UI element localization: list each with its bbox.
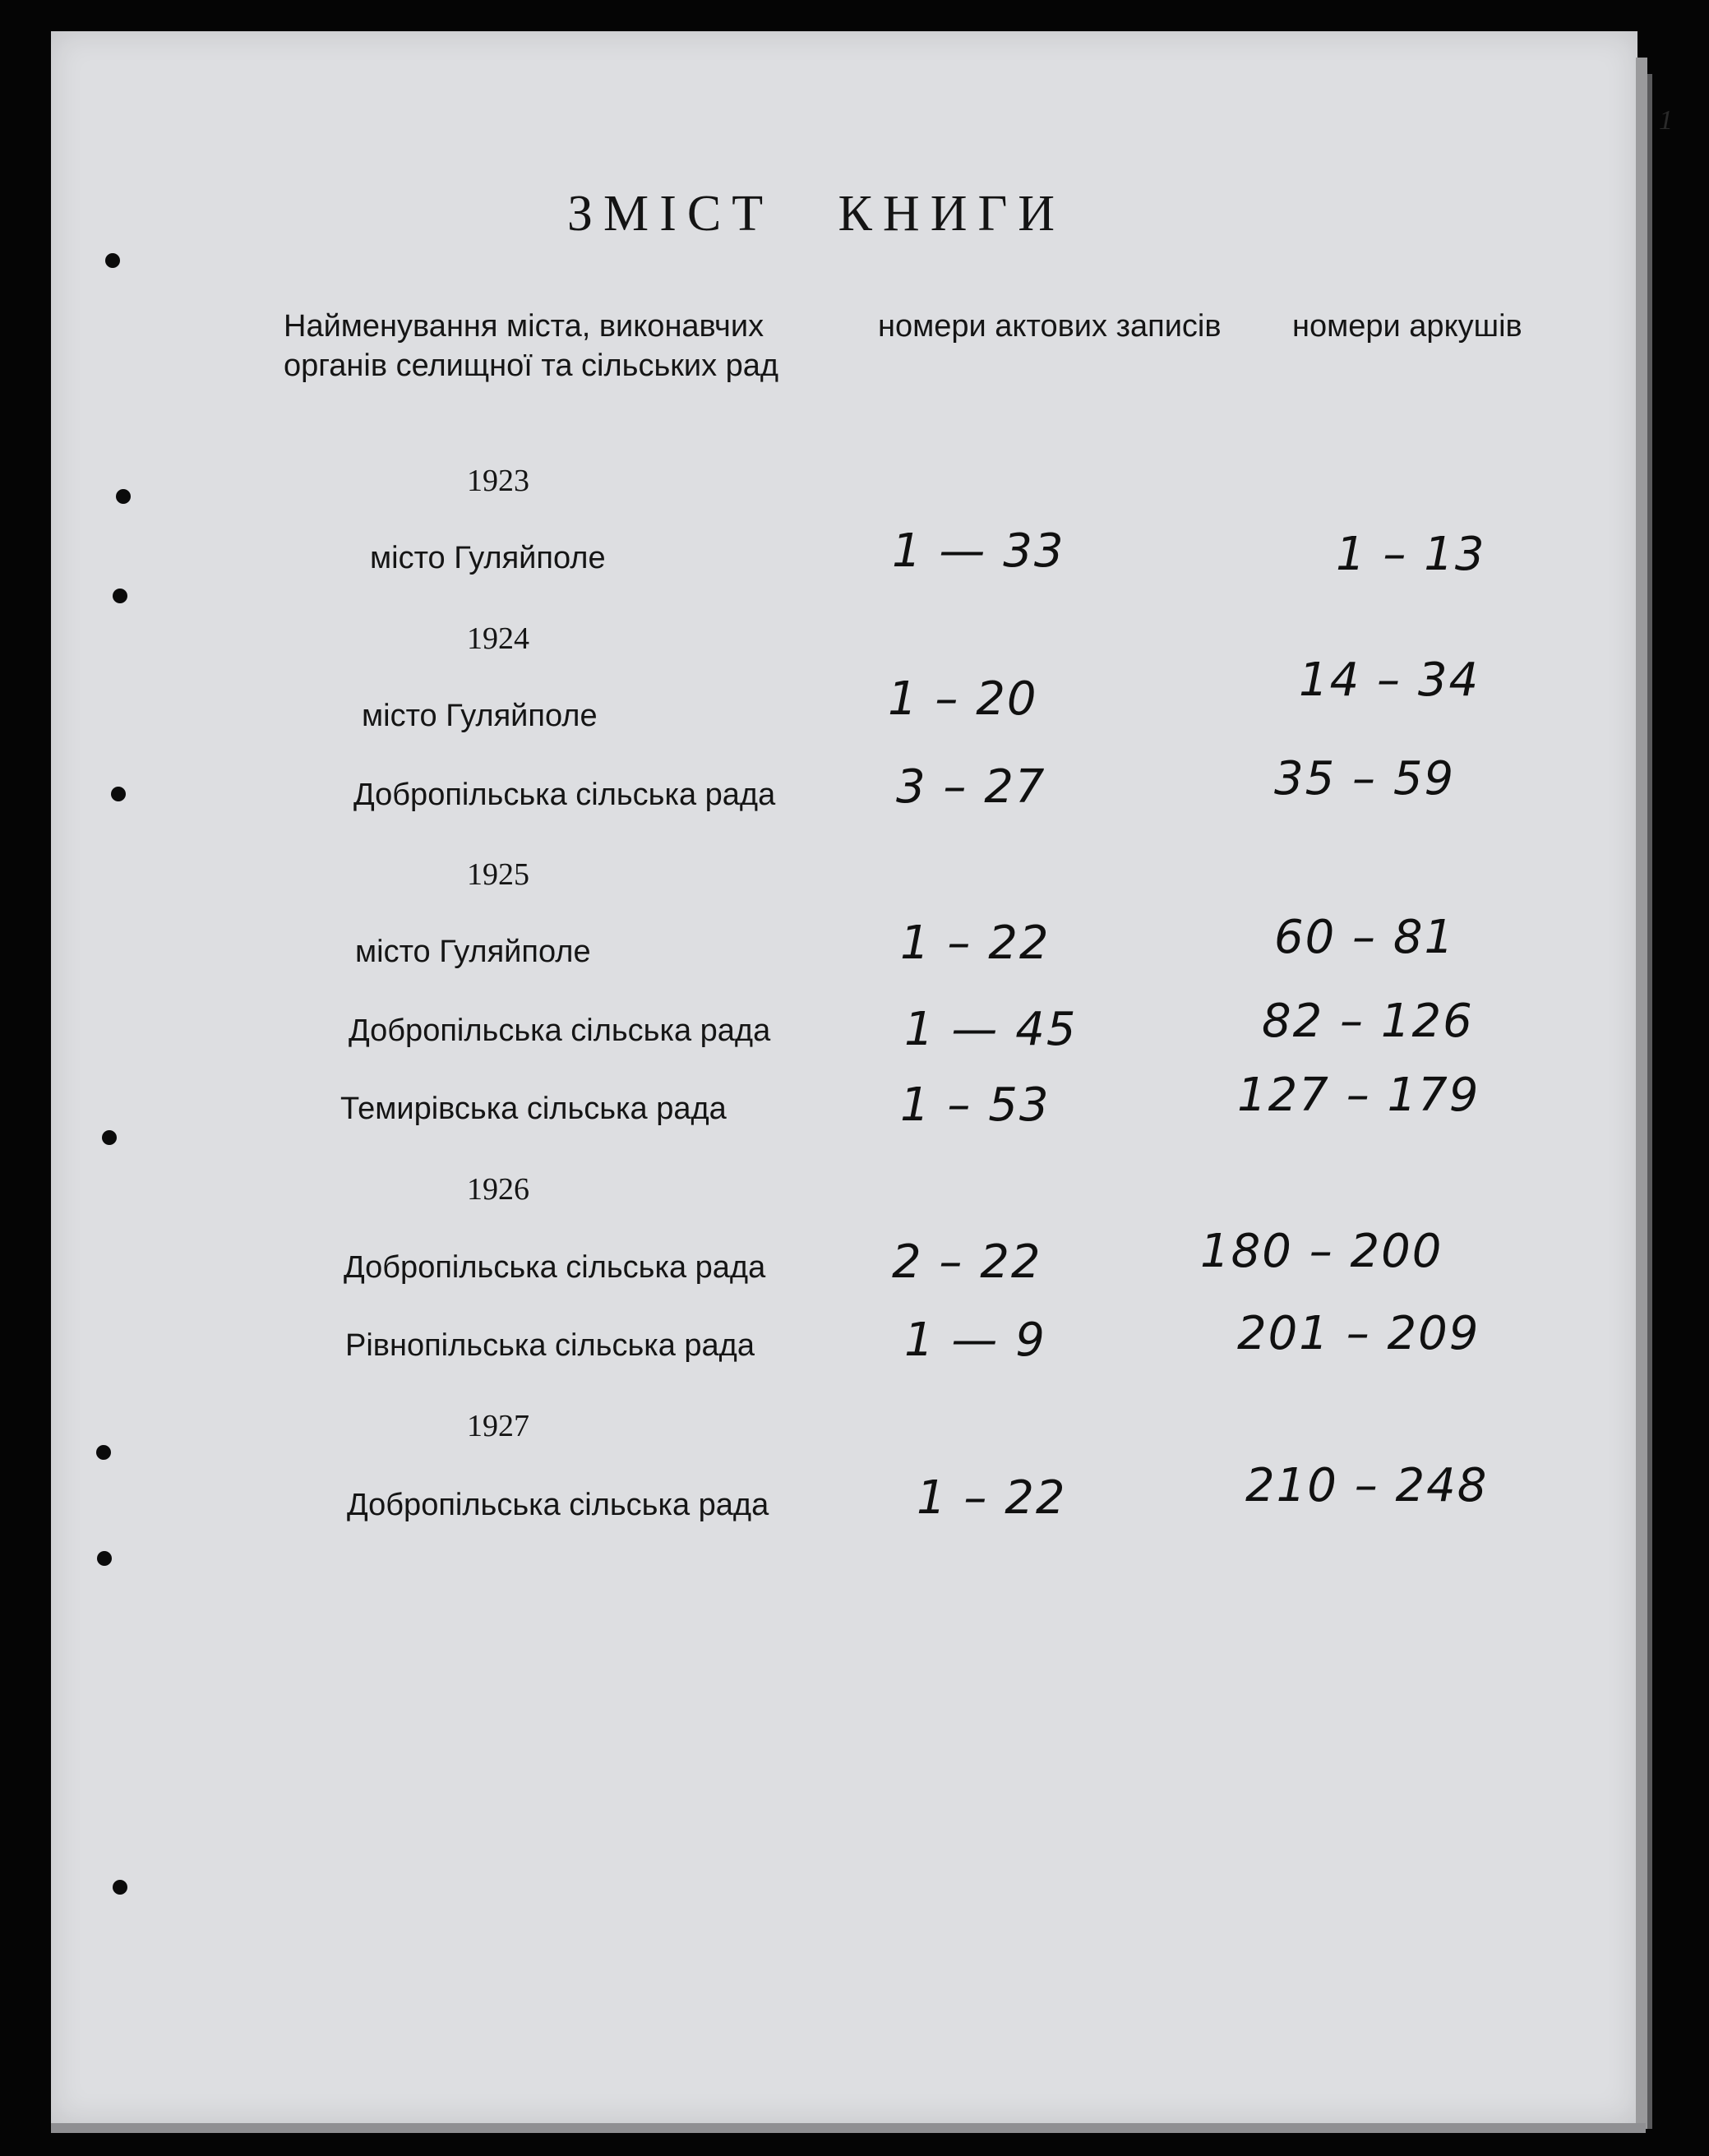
sheet-numbers: 60 – 81	[1274, 911, 1456, 964]
place-name: Темирівська сільська рада	[340, 1092, 727, 1126]
place-name: Добропільська сільська рада	[344, 1250, 766, 1285]
record-numbers: 1 — 33	[892, 524, 1065, 578]
sheet-numbers: 127 – 179	[1237, 1069, 1480, 1122]
column-header-name: Найменування міста, виконавчих органів селищної та сільських рад	[284, 309, 779, 383]
sheet-numbers: 82 – 126	[1262, 995, 1474, 1048]
binding-hole	[111, 787, 126, 801]
page-number-mark: 1	[1659, 105, 1673, 136]
year-heading: 1926	[467, 1172, 529, 1207]
record-numbers: 1 – 20	[888, 672, 1038, 726]
year-heading: 1925	[467, 857, 529, 892]
place-name: Добропільська сільська рада	[347, 1488, 769, 1522]
place-name: місто Гуляйполе	[362, 699, 598, 733]
binding-hole	[102, 1130, 117, 1145]
record-numbers: 1 – 22	[900, 916, 1051, 970]
record-numbers: 1 – 22	[917, 1471, 1067, 1525]
binding-hole	[113, 589, 127, 603]
year-heading: 1923	[467, 464, 529, 498]
sheet-numbers: 210 – 248	[1245, 1459, 1489, 1512]
record-numbers: 1 – 53	[900, 1078, 1051, 1132]
place-name: Добропільська сільська рада	[353, 778, 776, 812]
column-header-sheets: номери аркушів	[1292, 309, 1522, 344]
binding-hole	[105, 253, 120, 268]
sheet-numbers: 35 – 59	[1274, 752, 1456, 806]
place-name: місто Гуляйполе	[370, 541, 606, 575]
binding-hole	[116, 489, 131, 504]
record-numbers: 3 – 27	[896, 760, 1046, 814]
sheet-numbers: 1 – 13	[1336, 528, 1486, 581]
place-name: Добропільська сільська рада	[349, 1013, 771, 1048]
year-heading: 1927	[467, 1409, 529, 1443]
bottom-page-strip	[51, 2123, 1646, 2133]
record-numbers: 1 — 9	[904, 1313, 1046, 1367]
page-edge	[1636, 58, 1647, 2129]
place-name: Рівнопільська сільська рада	[345, 1328, 755, 1363]
binding-hole	[113, 1880, 127, 1895]
binding-hole	[96, 1445, 111, 1460]
record-numbers: 1 — 45	[904, 1003, 1078, 1056]
sheet-numbers: 201 – 209	[1237, 1307, 1480, 1360]
place-name: місто Гуляйполе	[355, 935, 591, 969]
sheet-numbers: 180 – 200	[1200, 1225, 1443, 1278]
record-numbers: 2 – 22	[892, 1235, 1042, 1289]
column-header-records: номери актових записів	[878, 309, 1222, 344]
page-edge-shadow	[1647, 74, 1652, 2129]
sheet-numbers: 14 – 34	[1299, 653, 1480, 707]
binding-hole	[97, 1551, 112, 1566]
year-heading: 1924	[467, 621, 529, 656]
page-title: ЗМІСТ КНИГИ	[567, 186, 1066, 242]
